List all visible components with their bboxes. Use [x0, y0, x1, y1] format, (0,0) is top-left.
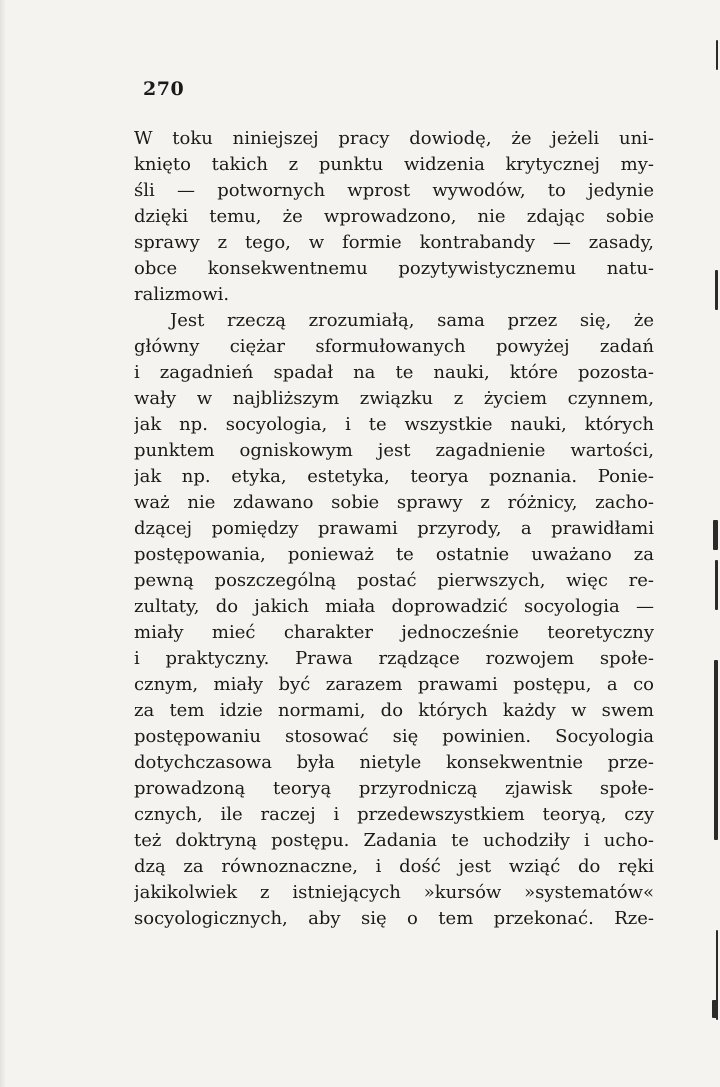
- text-line: pewną poszczególną postać pierwszych, więc re-: [134, 570, 654, 591]
- text-line: waż nie zdawano sobie sprawy z różnicy, zacho-: [134, 492, 654, 513]
- text-line: obce konsekwentnemu pozytywistycznemu natu-: [134, 258, 654, 279]
- text-line: jak np. etyka, estetyka, teorya poznania. Ponie-: [134, 466, 654, 487]
- text-line: dzącej pomiędzy prawami przyrody, a prawidłami: [134, 518, 654, 539]
- page-edge-mark: [713, 520, 718, 550]
- text-line: knięto takich z punktu widzenia krytycznej my-: [134, 154, 654, 175]
- page-number: 270: [143, 78, 185, 100]
- text-line: punktem ogniskowym jest zagadnienie wartości,: [134, 440, 654, 461]
- text-line: postępowaniu stosować się powinien. Socyologia: [134, 726, 654, 747]
- text-line: też doktryną postępu. Zadania te uchodziły i ucho-: [134, 830, 654, 851]
- page-edge-mark: [715, 270, 718, 310]
- paragraph-1: [134, 126, 654, 308]
- text-line: za tem idzie normami, do których każdy w swem: [134, 700, 654, 721]
- page-edge-mark: [714, 660, 718, 840]
- text-line: sprawy z tego, w formie kontrabandy — zasady,: [134, 232, 654, 253]
- text-line: śli — potwornych wprost wywodów, to jedynie: [134, 180, 654, 201]
- text-line: i praktyczny. Prawa rządzące rozwojem społe-: [134, 648, 654, 669]
- text-line: miały mieć charakter jednocześnie teoretyczny: [134, 622, 654, 643]
- text-line: wały w najbliższym związku z życiem czynnem,: [134, 388, 654, 409]
- text-line: i zagadnień spadał na te nauki, które pozosta-: [134, 362, 654, 383]
- page-edge-mark: [715, 560, 718, 610]
- text-line: cznych, ile raczej i przedewszystkiem teoryą, czy: [134, 804, 654, 825]
- text-line: jak np. socyologia, i te wszystkie nauki, których: [134, 414, 654, 435]
- paragraph-2: [134, 308, 654, 932]
- text-line: postępowania, ponieważ te ostatnie uważano za: [134, 544, 654, 565]
- text-line: Jest rzeczą zrozumiałą, sama przez się, że: [170, 310, 654, 331]
- text-line: dotychczasowa była nietyle konsekwentnie prze-: [134, 752, 654, 773]
- page-edge-mark: [716, 40, 718, 70]
- page-edge-mark: [712, 1000, 718, 1018]
- page-left-shadow: [0, 0, 6, 1087]
- body-text: [134, 126, 654, 932]
- text-line: jakikolwiek z istniejących »kursów »systematów«: [134, 882, 654, 903]
- text-line: prowadzoną teoryą przyrodniczą zjawisk społe-: [134, 778, 654, 799]
- text-line: zultaty, do jakich miała doprowadzić socyologia —: [134, 596, 654, 617]
- text-line: główny ciężar sformułowanych powyżej zadań: [134, 336, 654, 357]
- text-line: socyologicznych, aby się o tem przekonać. Rze-: [134, 908, 654, 929]
- text-line: W toku niniejszej pracy dowiodę, że jeżeli uni-: [134, 128, 654, 149]
- text-line: cznym, miały być zarazem prawami postępu, a co: [134, 674, 654, 695]
- text-line: dzą za równoznaczne, i dość jest wziąć do ręki: [134, 856, 654, 877]
- text-line: dzięki temu, że wprowadzono, nie zdając sobie: [134, 206, 654, 227]
- text-line: ralizmowi.: [134, 284, 230, 305]
